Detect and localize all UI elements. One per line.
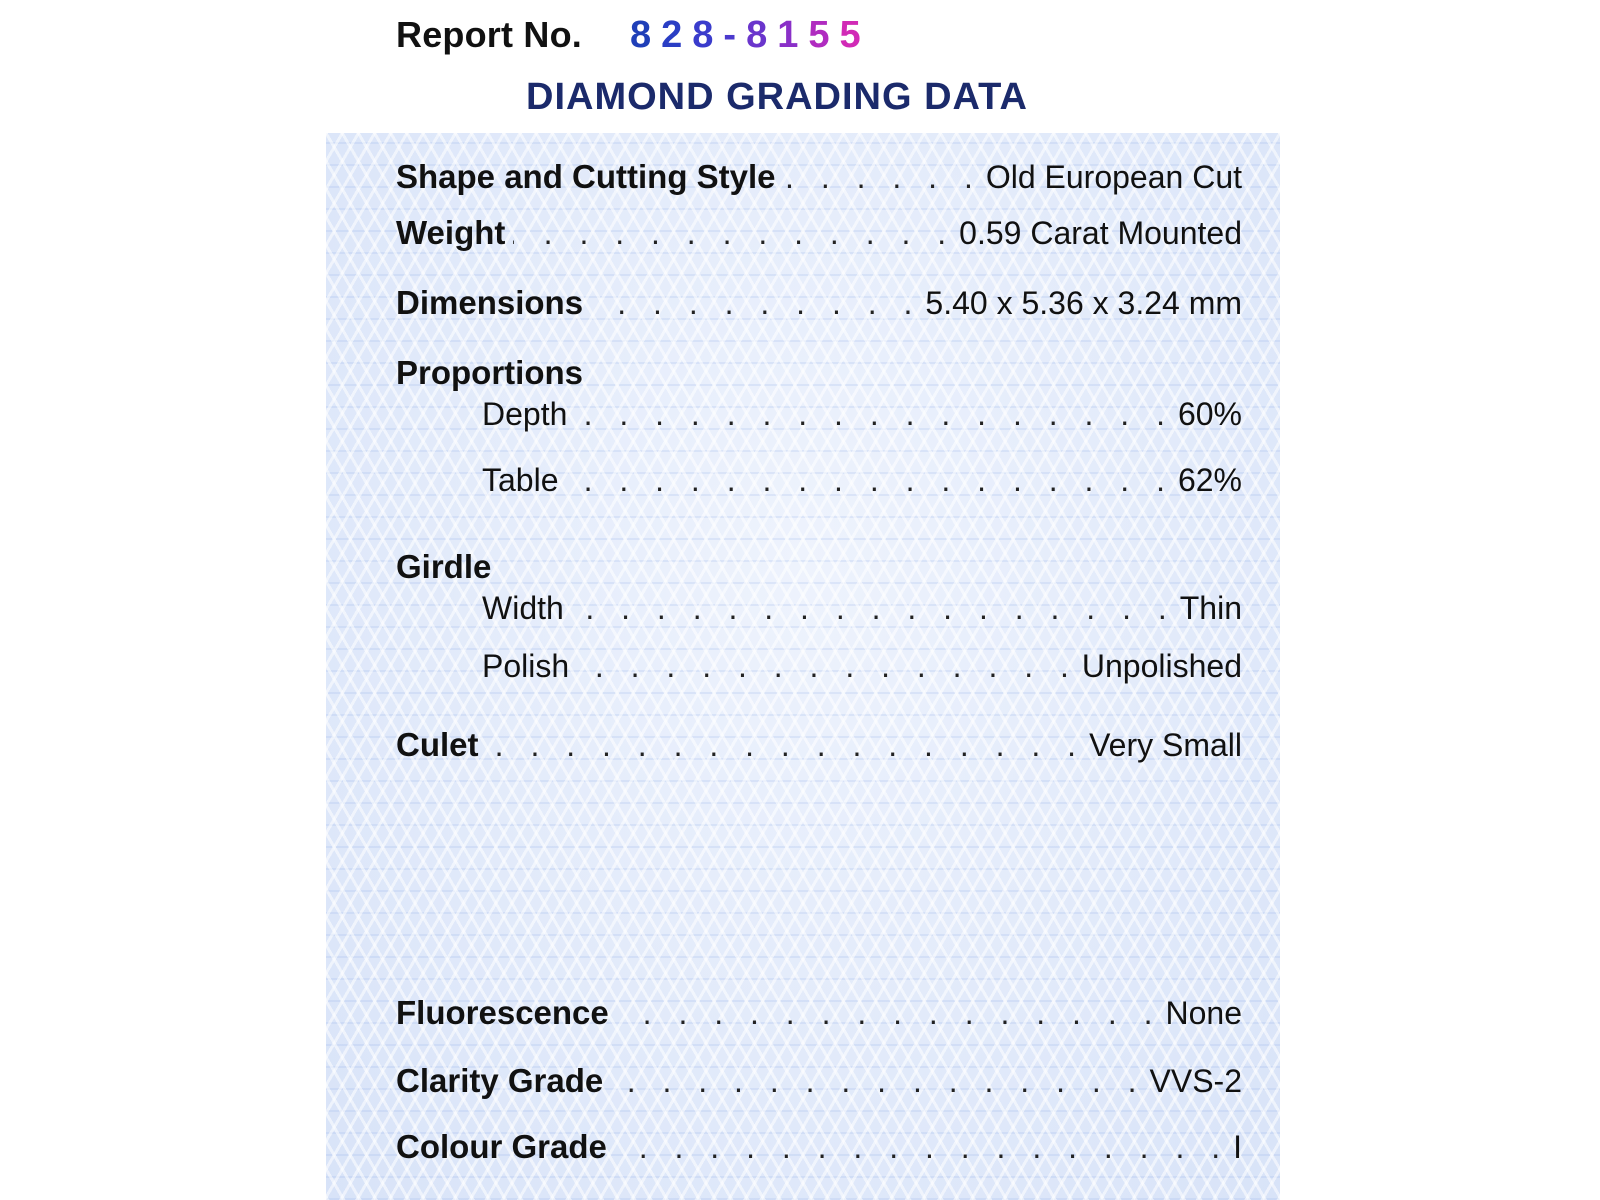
report-number-line	[396, 14, 871, 57]
girdle-width-label: Width	[482, 590, 564, 626]
depth-row	[482, 396, 1242, 440]
fluorescence-value: None	[1165, 995, 1242, 1031]
clarity-value: VVS-2	[1149, 1063, 1242, 1099]
colour-row	[396, 1128, 1242, 1172]
leader-dots	[617, 995, 1162, 1032]
report-digit: 1	[777, 14, 809, 56]
culet-label: Culet	[396, 726, 479, 763]
depth-label: Depth	[482, 396, 568, 432]
weight-label: Weight	[396, 214, 506, 251]
leader-dots	[513, 215, 955, 252]
report-number-label: Report No.	[396, 14, 582, 55]
leader-dots	[487, 727, 1086, 764]
girdle-heading: Girdle	[396, 548, 492, 585]
leader-dots	[591, 285, 921, 322]
weight-row	[396, 214, 1242, 258]
document-title: DIAMOND GRADING DATA	[526, 76, 1028, 118]
report-digit: -	[723, 14, 747, 56]
leader-dots	[615, 1129, 1229, 1166]
dimensions-value: 5.40 x 5.36 x 3.24 mm	[925, 285, 1242, 321]
leader-dots	[575, 396, 1174, 433]
shape-value: Old European Cut	[985, 159, 1242, 195]
shape-row	[396, 158, 1242, 202]
polish-label: Polish	[482, 648, 570, 684]
culet-value: Very Small	[1089, 727, 1242, 763]
clarity-row	[396, 1062, 1242, 1106]
fluorescence-label: Fluorescence	[396, 994, 609, 1031]
report-digit: 5	[839, 14, 871, 56]
clarity-label: Clarity Grade	[396, 1062, 604, 1099]
report-digit: 2	[661, 14, 693, 56]
report-number-value	[630, 14, 871, 57]
girdle-width-row	[482, 590, 1242, 634]
report-digit: 8	[692, 14, 724, 56]
leader-dots	[577, 648, 1078, 685]
girdle-width-value: Thin	[1179, 590, 1242, 626]
leader-dots	[567, 462, 1174, 499]
dimensions-label: Dimensions	[396, 284, 584, 321]
polish-row	[482, 648, 1242, 692]
dimensions-row	[396, 284, 1242, 328]
fluorescence-row	[396, 994, 1242, 1038]
polish-value: Unpolished	[1081, 648, 1242, 684]
leader-dots	[572, 590, 1176, 627]
depth-value: 60%	[1177, 396, 1242, 432]
proportions-heading: Proportions	[396, 354, 583, 391]
leader-dots	[784, 159, 982, 196]
colour-value: I	[1233, 1129, 1242, 1165]
report-digit: 8	[746, 14, 778, 56]
report-digit: 5	[808, 14, 840, 56]
colour-label: Colour Grade	[396, 1128, 607, 1165]
report-digit: 8	[630, 14, 662, 56]
shape-label: Shape and Cutting Style	[396, 158, 776, 195]
culet-row	[396, 726, 1242, 770]
leader-dots	[611, 1063, 1145, 1100]
weight-value: 0.59 Carat Mounted	[959, 215, 1242, 251]
table-value: 62%	[1177, 462, 1242, 498]
table-row	[482, 462, 1242, 506]
table-label: Table	[482, 462, 559, 498]
